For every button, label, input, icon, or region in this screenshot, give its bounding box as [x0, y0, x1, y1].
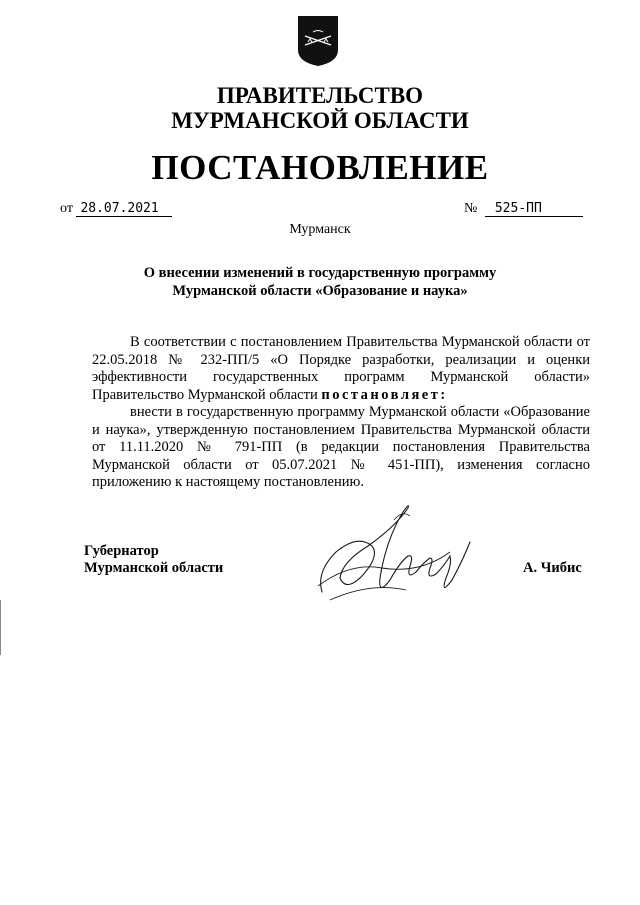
handwritten-signature: [310, 500, 485, 610]
org-name-line-1: ПРАВИТЕЛЬСТВО: [216, 83, 424, 108]
signer-name: А. Чибис: [523, 560, 582, 576]
body-paragraph-2: внести в государственную программу Мурманской области «Образование и наука», утвержденную постановлением Правительства Мурманской области от 11.11.2020 № 791-ПП (в редакции постановления Правительства Мурманской области от 05.07.2021 № 451-ПП), изменения согласно приложению к настоящему постановлению.: [92, 404, 590, 490]
document-number: [464, 201, 583, 217]
date-prefix: от: [60, 201, 73, 216]
signer-title-line-2: Мурманской области: [84, 560, 224, 576]
coat-of-arms-icon: [296, 14, 340, 68]
document-date: [60, 201, 172, 217]
document-type-title: ПОСТАНОВЛЕНИЕ: [151, 148, 489, 187]
city-name: Мурманск: [289, 222, 351, 237]
document-body: [92, 334, 590, 492]
subject-line-2: Мурманской области «Образование и наука»: [172, 283, 468, 299]
date-value: 28.07.2021: [76, 201, 172, 217]
number-value: 525-ПП: [485, 201, 583, 217]
subject-line-1: О внесении изменений в государственную программу: [143, 265, 497, 281]
paragraph-1-text: В соответствии с постановлением Правительства Мурманской области от 22.05.2018 № 232-ПП/5 «О Порядке разработки, реализации и оценки эффективности государственных программ Мурманской области» Правительство Мурманской области: [92, 334, 590, 403]
resolution-keyword: постановляет:: [321, 386, 448, 403]
document-subject: [0, 264, 640, 300]
number-prefix: №: [464, 201, 478, 216]
signer-title: [84, 543, 223, 577]
body-paragraph-1: [92, 334, 590, 404]
signer-title-line-1: Губернатор: [84, 543, 159, 559]
scan-margin-mark: [0, 600, 1, 655]
org-name-line-2: МУРМАНСКОЙ ОБЛАСТИ: [171, 108, 469, 133]
